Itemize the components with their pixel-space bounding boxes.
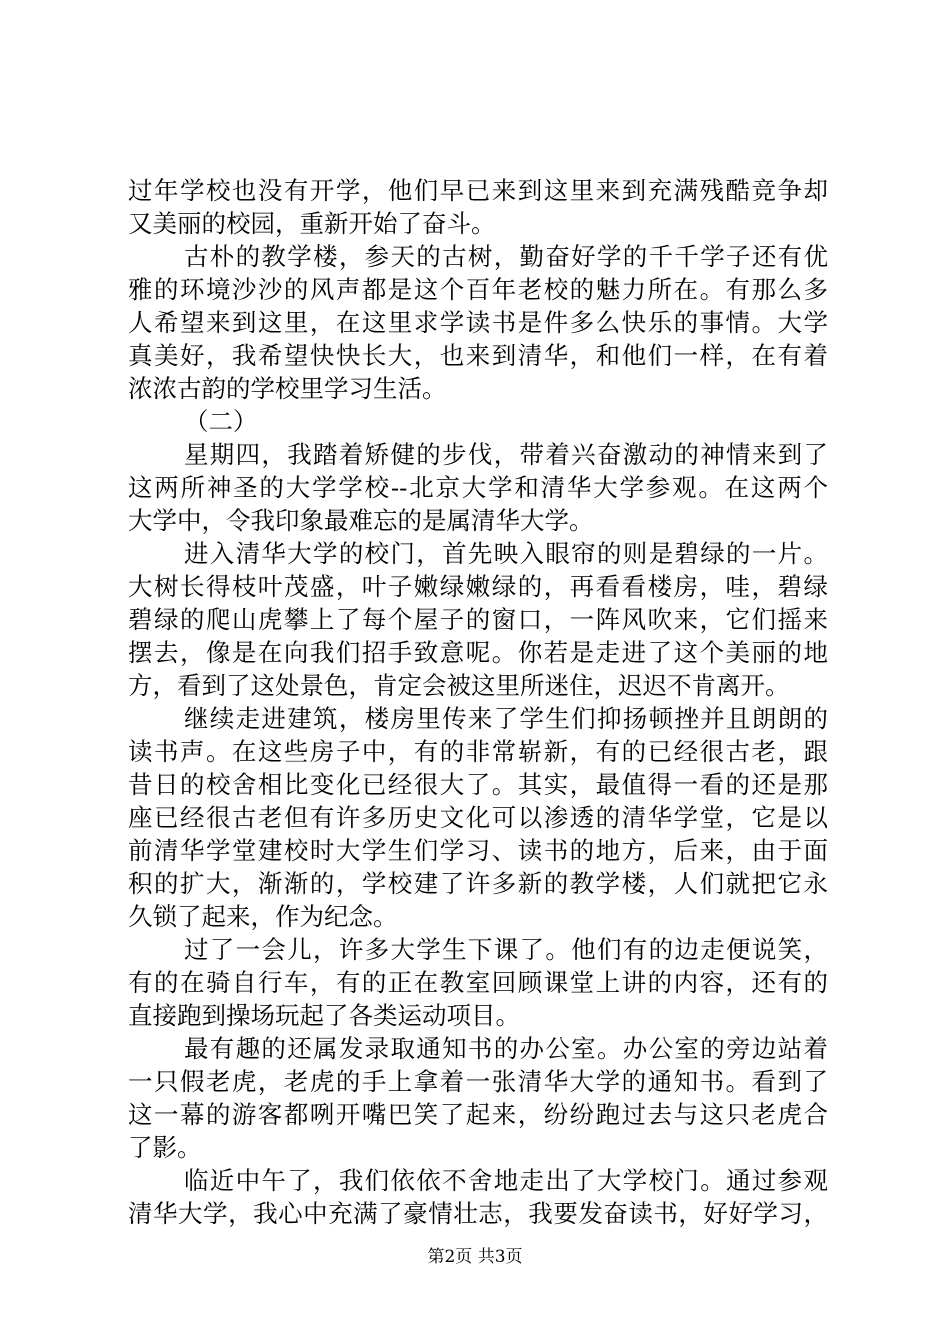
text-line: 浓浓古韵的学校里学习生活。 <box>128 374 447 403</box>
text-line: 有的在骑自行车，有的正在教室回顾课堂上讲的内容，还有的 <box>128 968 828 997</box>
text-line: 古朴的教学楼，参天的古树，勤奋好学的千千学子还有优 <box>184 242 828 271</box>
page-number: 第2页 共3页 <box>427 1247 523 1267</box>
paragraph <box>128 438 828 537</box>
text-line: 前清华学堂建校时大学生们学习、读书的地方，后来，由于面 <box>128 836 828 865</box>
text-line: 一只假老虎，老虎的手上拿着一张清华大学的通知书。看到了 <box>128 1067 828 1096</box>
text-line: 过了一会儿，许多大学生下课了。他们有的边走便说笑， <box>184 935 828 964</box>
text-line: 真美好，我希望快快长大，也来到清华，和他们一样，在有着 <box>128 341 828 370</box>
text-line: 过年学校也没有开学，他们早已来到这里来到充满残酷竞争却 <box>128 176 828 205</box>
text-line: 又美丽的校园，重新开始了奋斗。 <box>128 209 496 238</box>
text-line: 积的扩大，渐渐的，学校建了许多新的教学楼，人们就把它永 <box>128 869 828 898</box>
text-line: 星期四，我踏着矫健的步伐，带着兴奋激动的神情来到了 <box>184 440 828 469</box>
document-body <box>128 174 828 1230</box>
text-line: 摆去，像是在向我们招手致意呢。你若是走进了这个美丽的地 <box>128 638 828 667</box>
text-line: 久锁了起来，作为纪念。 <box>128 902 398 931</box>
text-line: 最有趣的还属发录取通知书的办公室。办公室的旁边站着 <box>184 1034 828 1063</box>
text-line: 了影。 <box>128 1133 202 1162</box>
text-line: 碧绿的爬山虎攀上了每个屋子的窗口，一阵风吹来，它们摇来 <box>128 605 828 634</box>
text-line: 人希望来到这里，在这里求学读书是件多么快乐的事情。大学 <box>128 308 828 337</box>
paragraph <box>128 702 828 933</box>
text-line: 进入清华大学的校门，首先映入眼帘的则是碧绿的一片。 <box>184 539 828 568</box>
paragraph <box>128 405 828 438</box>
text-line: 这一幕的游客都咧开嘴巴笑了起来，纷纷跑过去与这只老虎合 <box>128 1100 828 1129</box>
text-line: 雅的环境沙沙的风声都是这个百年老校的魅力所在。有那么多 <box>128 275 828 304</box>
text-line: 座已经很古老但有许多历史文化可以渗透的清华学堂，它是以 <box>128 803 828 832</box>
text-line: 大树长得枝叶茂盛，叶子嫩绿嫩绿的，再看看楼房，哇，碧绿 <box>128 572 828 601</box>
text-line: 继续走进建筑，楼房里传来了学生们抑扬顿挫并且朗朗的 <box>184 704 828 733</box>
paragraph <box>128 1164 828 1230</box>
page-footer <box>0 1246 950 1268</box>
text-line: 昔日的校舍相比变化已经很大了。其实，最值得一看的还是那 <box>128 770 828 799</box>
paragraph <box>128 933 828 1032</box>
text-line: 方，看到了这处景色，肯定会被这里所迷住，迟迟不肯离开。 <box>128 671 790 700</box>
text-line: 直接跑到操场玩起了各类运动项目。 <box>128 1001 520 1030</box>
paragraph <box>128 1032 828 1164</box>
text-line: 读书声。在这些房子中，有的非常崭新，有的已经很古老，跟 <box>128 737 828 766</box>
text-line: 临近中午了，我们依依不舍地走出了大学校门。通过参观 <box>184 1166 828 1195</box>
paragraph <box>128 240 828 405</box>
text-line: （二） <box>184 407 258 436</box>
paragraph <box>128 537 828 702</box>
text-line: 大学中，令我印象最难忘的是属清华大学。 <box>128 506 594 535</box>
text-line: 清华大学，我心中充满了豪情壮志，我要发奋读书，好好学习， <box>128 1199 828 1228</box>
text-line: 这两所神圣的大学学校--北京大学和清华大学参观。在这两个 <box>128 473 828 502</box>
paragraph <box>128 174 828 240</box>
